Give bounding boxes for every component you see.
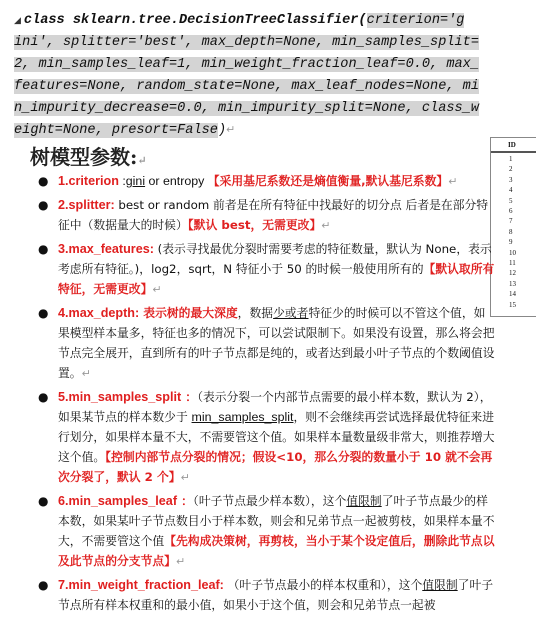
param-name: 2.splitter:	[58, 198, 115, 212]
param-name: 5.min_samples_split	[58, 390, 182, 404]
param-text-underlined: 少或者	[273, 306, 309, 320]
id-table-cell: 3	[509, 175, 513, 184]
paragraph-mark-icon: ↵	[448, 175, 458, 188]
code-line	[14, 98, 524, 120]
param-name: 7.min_weight_fraction_leaf:	[58, 578, 224, 592]
param-text-underlined: min_samples_split	[191, 410, 294, 424]
list-item	[36, 195, 496, 236]
param-text: ：	[181, 390, 198, 404]
bullet-icon: ●	[38, 494, 49, 508]
code-line	[14, 120, 524, 142]
param-text: 了叶子节点最少的样本数，如果某叶子节点数目小于样本数，则会和兄弟节点一起被剪枝，如果样本量不大，不需要管这个值	[58, 494, 495, 548]
id-table-cell: 4	[509, 186, 513, 195]
id-table-cell: 11	[509, 259, 516, 268]
id-table-cell: 6	[509, 207, 513, 216]
collapse-triangle-icon[interactable]: ◢	[14, 16, 21, 26]
param-text: （叶子节点最少样本数），这个	[192, 494, 347, 508]
id-table-cell: 14	[509, 290, 516, 299]
paragraph-mark-icon: ↵	[152, 283, 162, 296]
param-text: ，则不会继续再尝试选择最优特征来进行划分，如果样本量不大，不需要管这个值。如果样本量数量级非常大，则推荐增大这个值。	[58, 410, 495, 464]
class-path: sklearn.tree.DecisionTreeClassifier(	[72, 13, 367, 28]
list-item	[36, 239, 496, 300]
param-name: 6.min_samples_leaf	[58, 494, 178, 508]
bullet-icon: ●	[38, 390, 49, 404]
id-table-cell: 1	[509, 155, 513, 163]
list-item	[36, 171, 496, 192]
list-item	[36, 575, 496, 615]
id-table-header: ID	[491, 138, 536, 153]
code-close-paren: )	[217, 123, 227, 138]
id-table-cell: 9	[509, 238, 513, 247]
list-item	[36, 387, 496, 488]
list-item	[36, 491, 496, 572]
param-text: :	[118, 174, 126, 188]
code-line	[14, 54, 524, 76]
param-note: 【采用基尼系数还是熵值衡量,默认基尼系数】	[207, 174, 449, 188]
bullet-icon: ●	[38, 198, 49, 212]
param-text: （表示分裂一个内部节点需要的最小样本数，默认为 2），如果某节点的样本数少于	[58, 390, 492, 424]
param-text: or entropy	[145, 174, 208, 188]
param-note: 【默认取所有特征，无需更改】	[58, 262, 495, 296]
param-text: ，数据	[237, 306, 274, 320]
class-keyword: class	[23, 13, 65, 28]
code-line	[14, 76, 524, 98]
param-text: 了叶子节点所有样本权重和的最小值，如果小于这个值，则会和兄弟节点一起被	[58, 578, 494, 612]
id-table-cell: 13	[509, 279, 516, 288]
paragraph-mark-icon: ↵	[137, 154, 147, 167]
param-text: （叶子节点最小的样本权重和），这个	[223, 578, 423, 592]
paragraph-mark-icon: ↵	[81, 367, 91, 380]
param-name: 3.max_features:	[58, 242, 154, 256]
paragraph-mark-icon: ↵	[180, 471, 190, 484]
id-table-cell: 7	[509, 217, 513, 226]
param-text-underlined: gini	[125, 174, 146, 188]
param-name: 1.criterion	[58, 174, 119, 188]
bullet-icon: ●	[38, 242, 49, 256]
paragraph-mark-icon: ↵	[321, 219, 331, 232]
list-item	[36, 303, 496, 384]
code-highlight: n_impurity_decrease=0.0, min_impurity_split=None, class_w	[14, 101, 479, 116]
param-list	[36, 171, 496, 618]
param-text: 特征少的时候可以不管这个值，如果模型样本量多，特征也多的情况下，可以尝试限制下。如果没有设置，那么将会把节点完全展开，直到所有的叶子节点都是纯的，或者达到最小叶子节点的个数阈值设置。	[58, 306, 495, 380]
param-text: (表示寻找最优分裂时需要考虑的特征数量，默认为 None，表示考虑所有特征。)，log2，sqrt，N 特征小于 50 的时候一般使用所有的	[58, 242, 492, 276]
id-table-cell: 5	[509, 196, 513, 205]
param-text: ：	[177, 494, 193, 508]
page-title	[30, 141, 147, 170]
code-line	[14, 10, 524, 32]
code-line	[14, 32, 524, 54]
code-highlight: features=None, random_state=None, max_leaf_nodes=None, mi	[14, 79, 479, 94]
param-note: 【先构成决策树，再剪枝，当小于某个设定值后，删除此节点以及此节点的分支节点】	[58, 534, 495, 568]
id-table	[490, 137, 536, 317]
param-name: 4.max_depth:	[58, 306, 140, 320]
heading-text: 树模型参数:	[30, 145, 138, 169]
paragraph-mark-icon: ↵	[175, 555, 186, 568]
param-note: 【控制内部节点分裂的情况；假设<10，那么分裂的数量小于 10 就不会再次分裂了，默认 2 个】	[58, 450, 493, 484]
bullet-icon: ●	[38, 174, 49, 188]
param-text-underlined: 值限制	[346, 494, 382, 508]
id-table-rows	[491, 154, 536, 310]
code-highlight: 2, min_samples_leaf=1, min_weight_fraction_leaf=0.0, max_	[14, 57, 479, 72]
param-note: 【默认 best，无需更改】	[187, 218, 322, 232]
class-signature	[14, 10, 524, 142]
id-table-cell: 10	[509, 248, 516, 257]
param-note: 表示树的最大深度	[139, 306, 238, 320]
param-text: best or random 前者是在所有特征中找最好的切分点 后者是在部分特征中（数据量大的时候）	[58, 198, 489, 232]
code-highlight: criterion='g	[366, 13, 465, 28]
id-table-cell: 8	[509, 227, 513, 236]
id-table-cell: 12	[509, 269, 516, 278]
id-table-cell: 15	[509, 300, 516, 309]
bullet-icon: ●	[38, 306, 49, 320]
code-highlight: eight=None, presort=False	[14, 123, 218, 138]
param-text-underlined: 值限制	[422, 578, 458, 592]
code-highlight: ini', splitter='best', max_depth=None, min_samples_split=	[14, 35, 479, 50]
id-table-cell: 2	[509, 165, 513, 174]
bullet-icon: ●	[38, 578, 49, 592]
paragraph-mark-icon: ↵	[226, 125, 236, 137]
